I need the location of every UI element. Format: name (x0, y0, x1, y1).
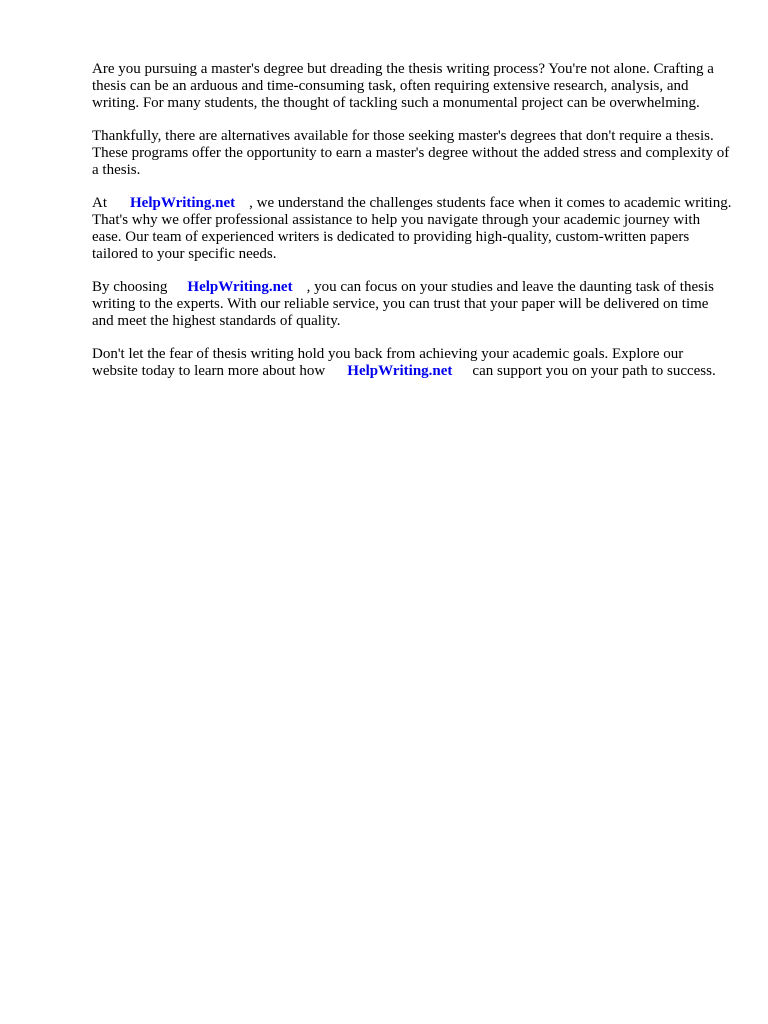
paragraph-alternatives (92, 128, 732, 179)
helpwriting-link[interactable]: HelpWriting.net (187, 279, 293, 295)
paragraph-benefits (92, 279, 732, 330)
paragraph-alternatives-text: Thankfully, there are alternatives available for those seeking master's degrees that don't require a thesis. These programs offer the opportunity to earn a master's degree without the added stress and complexity of a thesis. (92, 128, 730, 178)
paragraph-about-service-lead: At (92, 195, 107, 211)
paragraph-benefits-lead: By choosing (92, 279, 168, 295)
paragraph-call-to-action (92, 346, 732, 380)
helpwriting-link[interactable]: HelpWriting.net (347, 363, 453, 379)
paragraph-about-service-rest: , we understand the challenges students face when it comes to academic writing. That's why we offer professional assistance to help you navigate through your academic journey with ease. Our team of experienced writers is dedicated to providing high-quality, custom-written papers tailored to your specific needs. (92, 195, 732, 262)
document-body (92, 61, 732, 396)
paragraph-intro (92, 61, 732, 112)
paragraph-about-service (92, 195, 732, 263)
paragraph-benefits-rest: , you can focus on your studies and leave the daunting task of thesis writing to the experts. With our reliable service, you can trust that your paper will be delivered on time and meet the highest standards of quality. (92, 279, 714, 329)
paragraph-call-to-action-lead: Don't let the fear of thesis writing hold you back from achieving your academic goals. Explore our website today to learn more about how (92, 346, 684, 379)
paragraph-intro-text: Are you pursuing a master's degree but dreading the thesis writing process? You're not alone. Crafting a thesis can be an arduous and time-consuming task, often requiring extensive research, analysis, and writing. For many students, the thought of tackling such a monumental project can be overwhelming. (92, 61, 714, 111)
paragraph-call-to-action-rest: can support you on your path to success. (472, 363, 716, 379)
helpwriting-link[interactable]: HelpWriting.net (130, 195, 236, 211)
